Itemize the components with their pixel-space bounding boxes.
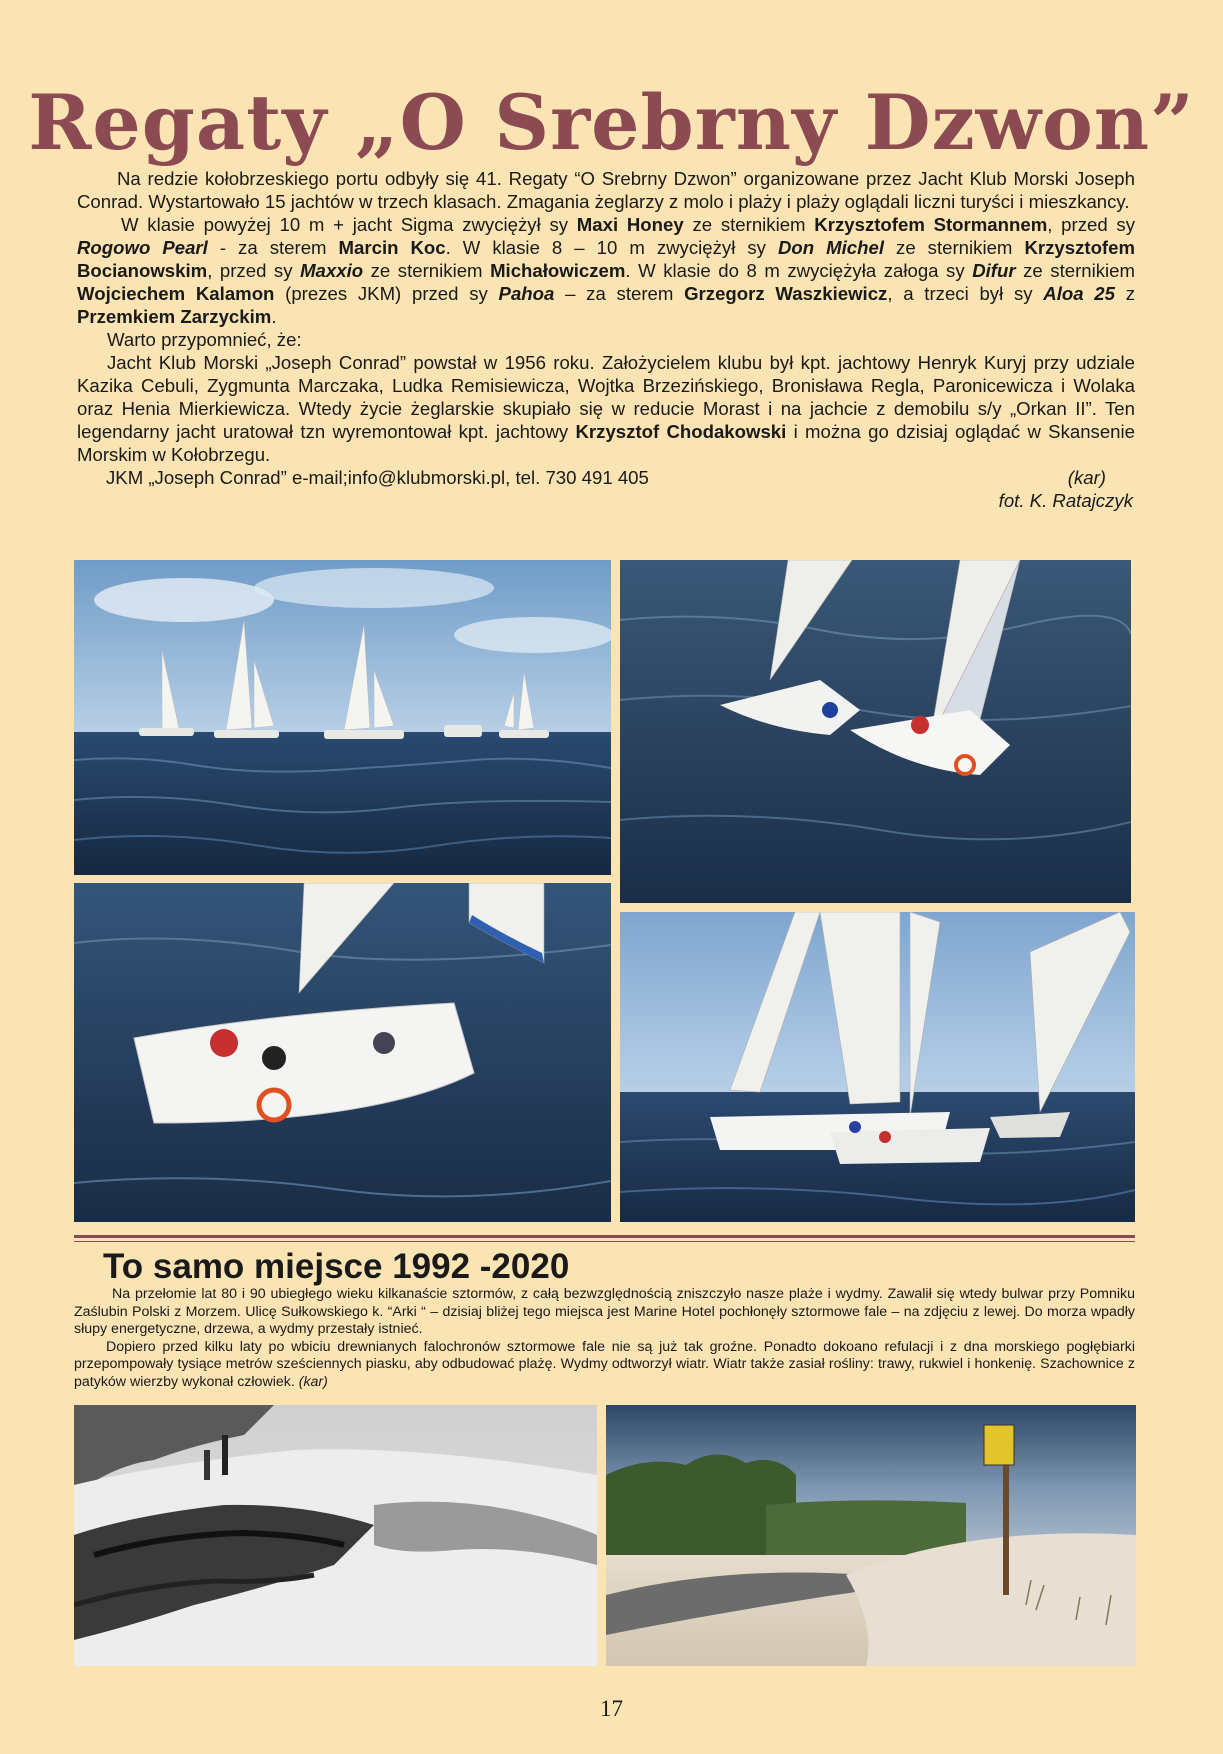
skipper-name: Marcin Koc [338,237,446,258]
article-paragraph: Warto przypomnieć, że: [107,329,302,350]
skipper-name: Wojciechem Kalamon [77,283,275,304]
yacht-name: Aloa 25 [1043,283,1115,304]
photo-yacht-crew [74,883,611,1222]
skipper-name: Michałowiczem [490,260,626,281]
section-title: To samo miejsce 1992 -2020 [103,1247,570,1286]
yacht-name: Don Michel [777,237,885,258]
captain-name: Krzysztof Chodakowski [575,421,787,442]
yacht-name: Maxi Honey [576,214,684,235]
section-divider-thin [74,1241,1135,1242]
author-signature: (kar) [298,1373,328,1390]
page-number: 17 [600,1696,623,1721]
yacht-name: Rogowo Pearl [77,237,208,258]
skipper-name: Krzysztofem Bocianowskim [77,237,1135,281]
photo-storm-damage-bw [74,1405,597,1666]
author-signature: (kar) [1067,467,1106,488]
skipper-name: Przemkiem Zarzyckim [77,306,272,327]
article-paragraph-history: Jacht Klub Morski „Joseph Conrad” powstał w 1956 roku. Założycielem klubu był kpt. jachtowy Henryk Kuryj przy udziale Kazika Cebuli, Zygmunta Marczaka, Ludka Remisiewicza, Wojtka Brzezińskiego, Bronisława Regla, Paronicewicza i Wolaka oraz Henia Mierkiewicza. Wtedy życie żeglarskie skupiało się w reducie Morast i na jachcie z demobilu s/y „Orkan II”. Ten legendarny jacht uratował tzn wyremontował kpt. jachtowy Krzysztof Chodakowski i można go dzisiaj oglądać w Skansenie Morskim w Kołobrzegu. [77,352,1135,465]
article-paragraph-results: W klasie powyżej 10 m + jacht Sigma zwyciężył sy Maxi Honey ze sternikiem Krzysztofem Stormannem, przed sy Rogowo Pearl - za sterem Marcin Koc. W klasie 8 – 10 m zwyciężył sy Don Michel ze sternikiem Krzysztofem Bocianowskim, przed sy Maxxio ze sternikiem Michałowiczem. W klasie do 8 m zwyciężyła załoga sy Difur ze sternikiem Wojciechem Kalamon (prezes JKM) przed sy Pahoa – za sterem Grzegorz Waszkiewicz, a trzeci był sy Aloa 25 z Przemkiem Zarzyckim. [77,214,1136,327]
section-body [74,1286,1135,1391]
yacht-name: Maxxio [300,260,364,281]
contact-info: JKM „Joseph Conrad” e-mail;info@klubmorski.pl, tel. 730 491 405 [106,467,649,488]
photo-yachts-formation [620,912,1135,1222]
photo-yachts-fleet [74,560,611,875]
contact-line [77,466,1135,489]
section-paragraph: Na przełomie lat 80 i 90 ubiegłego wieku kilkanaście sztormów, z całą bezwzględnością zniszczyło nasze plaże i wydmy. Zawalił się wtedy bulwar przy Pomniku Zaślubin Polski z Morzem. Ulicę Sułkowskiego k. “Arki “ – dzisiaj bliżej tego miejsca jest Marine Hotel pochłonęły sztormowe fale – na zdjęciu z lewej. Do morza wpadły słupy energetyczne, drzewa, a wydmy przestały istnieć. [74,1286,1135,1337]
section-paragraph: Dopiero przed kilku laty po wbiciu drewnianych falochronów sztormowe fale nie są już tak groźne. Ponadto dokoano refulacji i z dna morskiego pogłębiarki przepompowały tysiące metrów sześciennych piasku, aby odbudować plażę. Wydmy odtworzył wiatr. Wiatr także zasiał rośliny: trawy, rukwiel i honkenię. Szachownice z patyków wierzby wykonał człowiek. (kar) [74,1338,1135,1390]
skipper-name: Krzysztofem Stormannem [814,214,1048,235]
skipper-name: Grzegorz Waszkiewicz [684,283,888,304]
article-paragraph: Na redzie kołobrzeskiego portu odbyły się 41. Regaty “O Srebrny Dzwon” organizowane przez Jacht Klub Morski Joseph Conrad. Wystartowało 15 jachtów w trzech klasach. Zmagania żeglarzy z molo i plaży i plaży oglądali liczni turyści i mieszkancy. [77,168,1135,212]
yacht-name: Pahoa [498,283,555,304]
article-title: Regaty „O Srebrny Dzwon” [28,78,1195,167]
photo-credit: fot. K. Ratajczyk [998,490,1133,511]
section-divider [74,1235,1135,1238]
article-body [77,167,1135,512]
photo-yachts-heeling [620,560,1131,903]
photo-restored-beach [606,1405,1136,1666]
yacht-name: Difur [972,260,1016,281]
